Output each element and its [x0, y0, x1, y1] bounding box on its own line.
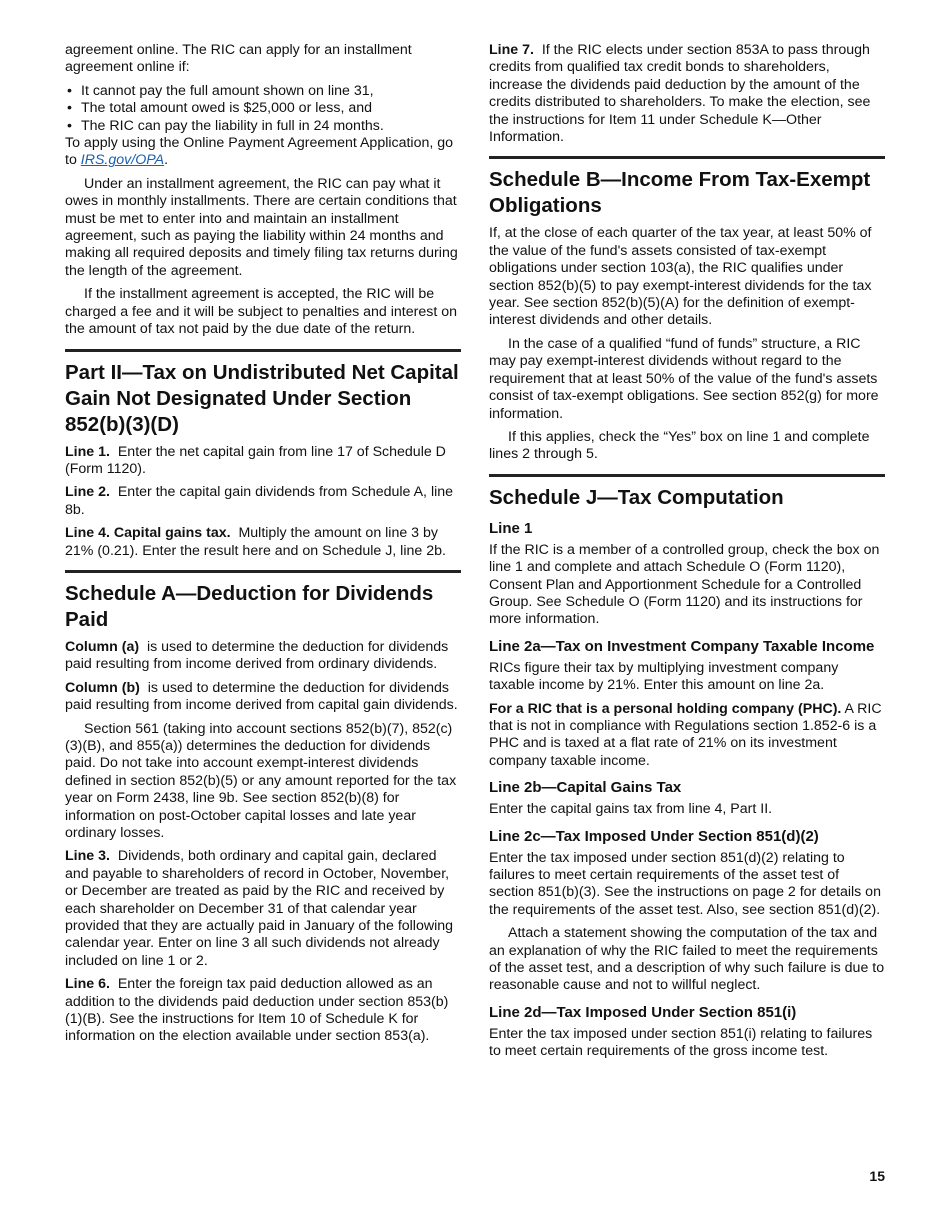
- installment-paragraph: Under an installment agreement, the RIC can pay what it owes in monthly installments. There are certain conditions that must be met to enter into and maintain an installment agreement, such as paying the liability within 24 months and making all required deposits and timely filing tax returns during the length of the agreement.: [65, 175, 458, 279]
- line1-paragraph: If the RIC is a member of a controlled group, check the box on line 1 and complete and attach Schedule O (Form 1120), Consent Plan and Apportionment Schedule for a Controlled Group. See Schedule O (Form 1120) and its instructions for more information.: [489, 541, 880, 628]
- section-divider: [489, 474, 885, 477]
- line2b-paragraph: Enter the capital gains tax from line 4, Part II.: [489, 801, 773, 818]
- phc-paragraph: [489, 701, 885, 771]
- line2a-heading: Line 2a—Tax on Investment Company Taxable Income: [489, 637, 875, 655]
- fund-of-funds-paragraph: In the case of a qualified “fund of funds” structure, a RIC may pay exempt-interest dividends without regard to the requirement that at least 50% of the value of the fund's assets consist of tax-exempt obligations. See section 852(g) for more information.: [489, 335, 879, 422]
- page-number: 15: [869, 1168, 885, 1184]
- schedule-b-heading: Schedule B—Income From Tax-Exempt Obligations: [489, 168, 871, 218]
- line-text: If the RIC elects under section 853A to pass through credits from qualified tax credit bonds to shareholders, increase the dividends paid deduction by the amount of the credits distributed to shareholders. To make the election, see the instructions for Item 11 under Schedule K—Other Information.: [489, 42, 871, 146]
- line2c-statement-paragraph: Attach a statement showing the computation of the tax and an explanation of why the RIC failed to meet the requirements of the asset test, and a description of why such failure is due to reasonable cause and not to willful neglect.: [489, 925, 885, 994]
- accepted-paragraph: If the installment agreement is accepted, the RIC will be charged a fee and it will be subject to penalties and interest on the amount of tax not paid by the due date of the return.: [65, 286, 457, 338]
- check-yes-paragraph: If this applies, check the “Yes” box on line 1 and complete lines 2 through 5.: [489, 428, 870, 463]
- schedule-a-line6: [65, 976, 461, 1046]
- part2-line1: [65, 444, 461, 479]
- line-label: Line 6.: [65, 976, 110, 993]
- schedule-a-line7: [489, 42, 885, 146]
- column-a-paragraph: [65, 639, 461, 674]
- part2-line2: [65, 484, 461, 519]
- intro-paragraph: agreement online. The RIC can apply for an installment agreement online if:: [65, 42, 412, 76]
- part2-line4: [65, 525, 461, 560]
- column-b-paragraph: [65, 680, 461, 715]
- phc-label: For a RIC that is a personal holding company (PHC).: [489, 700, 842, 717]
- phc-text: A RIC that is not in compliance with Regulations section 1.852-6 is a PHC and is taxed at a flat rate of 21% on its investment company taxable income.: [489, 700, 882, 769]
- schedule-a-line3: [65, 848, 461, 970]
- line-text: Enter the capital gain dividends from Schedule A, line 8b.: [65, 484, 454, 518]
- line-label: Line 2.: [65, 484, 110, 501]
- line-text: Multiply the amount on line 3 by 21% (0.21). Enter the result here and on Schedule J, line 2b.: [65, 525, 446, 559]
- line2d-heading: Line 2d—Tax Imposed Under Section 851(i): [489, 1003, 797, 1021]
- line-text: Dividends, both ordinary and capital gain, declared and payable to shareholders of record in October, November, or December are treated as paid by the RIC and received by each shareholder on December 31 of that calendar year provided that they are actually paid in January of the following calendar year. Enter on line 3 all such dividends not already included on line 1 or 2.: [65, 848, 454, 969]
- line1-heading: Line 1: [489, 519, 533, 537]
- schedule-b-paragraph: If, at the close of each quarter of the tax year, at least 50% of the value of the fund's assets consisted of tax-exempt obligations under section 103(a), the RIC qualifies under section 852(b)(5) to pay exempt-interest dividends for the tax year. See section 852(b)(5)(A) for the definition of exempt-interest dividends and other details.: [489, 225, 872, 329]
- line2b-heading: Line 2b—Capital Gains Tax: [489, 779, 682, 797]
- column-text: is used to determine the deduction for dividends paid resulting from income derived from capital gain dividends.: [65, 679, 458, 714]
- section-divider: [65, 349, 461, 352]
- line2d-paragraph: Enter the tax imposed under section 851(i) relating to failures to meet certain requirements of the gross income test.: [489, 1025, 873, 1060]
- schedule-j-heading: Schedule J—Tax Computation: [489, 485, 784, 509]
- line-label: Line 1.: [65, 443, 110, 460]
- list-item: • It cannot pay the full amount shown on line 31,: [65, 83, 461, 100]
- line2c-paragraph: Enter the tax imposed under section 851(d)(2) relating to failures to meet certain requirements of the asset test of section 851(b)(3). See the instructions on page 2 for details on the requirements of the asset test. Also, see section 851(d)(2).: [489, 849, 881, 918]
- column-label: Column (b): [65, 679, 140, 696]
- section-divider: [489, 156, 885, 159]
- apply-text-end: .: [164, 152, 169, 169]
- part2-heading: Part II—Tax on Undistributed Net Capital Gain Not Designated Under Section 852(b)(3)(D): [65, 360, 459, 436]
- line-label: Line 3.: [65, 848, 110, 865]
- left-column: [65, 42, 461, 1052]
- irs-opa-link[interactable]: IRS.gov/OPA: [80, 152, 165, 169]
- line2a-paragraph: RICs figure their tax by multiplying investment company taxable income by 21%. Enter this amount on line 2a.: [489, 659, 839, 694]
- schedule-a-heading: Schedule A—Deduction for Dividends Paid: [65, 581, 434, 631]
- list-item: • The RIC can pay the liability in full in 24 months.: [65, 118, 461, 135]
- line-text: Enter the foreign tax paid deduction allowed as an addition to the dividends paid deduction under section 853(b)(1)(B). See the instructions for Item 10 of Schedule K for information on the election available under section 853(a).: [65, 976, 449, 1045]
- line-label: Line 7.: [489, 42, 534, 58]
- section-divider: [65, 570, 461, 573]
- line-text: Enter the net capital gain from line 17 of Schedule D (Form 1120).: [65, 443, 446, 477]
- line-label: Line 4. Capital gains tax.: [65, 525, 231, 542]
- eligibility-list: [65, 83, 461, 135]
- apply-text: To apply using the Online Payment Agreement Application, go to: [65, 135, 454, 169]
- list-item: • The total amount owed is $25,000 or less, and: [65, 100, 461, 117]
- apply-paragraph: [65, 135, 461, 170]
- right-column: [489, 42, 885, 1067]
- section-561-paragraph: Section 561 (taking into account sections 852(b)(7), 852(c)(3)(B), and 855(a)) determines the deduction for dividends paid. Do not take into account exempt-interest dividends defined in section 852(b)(5) or any amount reported for the tax year on Form 2438, line 9b. See section 852(b)(8) for information on post-October capital losses and late year ordinary losses.: [65, 720, 457, 841]
- line2c-heading: Line 2c—Tax Imposed Under Section 851(d)(2): [489, 827, 819, 845]
- column-text: is used to determine the deduction for dividends paid resulting from income derived from ordinary dividends.: [65, 638, 449, 673]
- column-label: Column (a): [65, 638, 140, 655]
